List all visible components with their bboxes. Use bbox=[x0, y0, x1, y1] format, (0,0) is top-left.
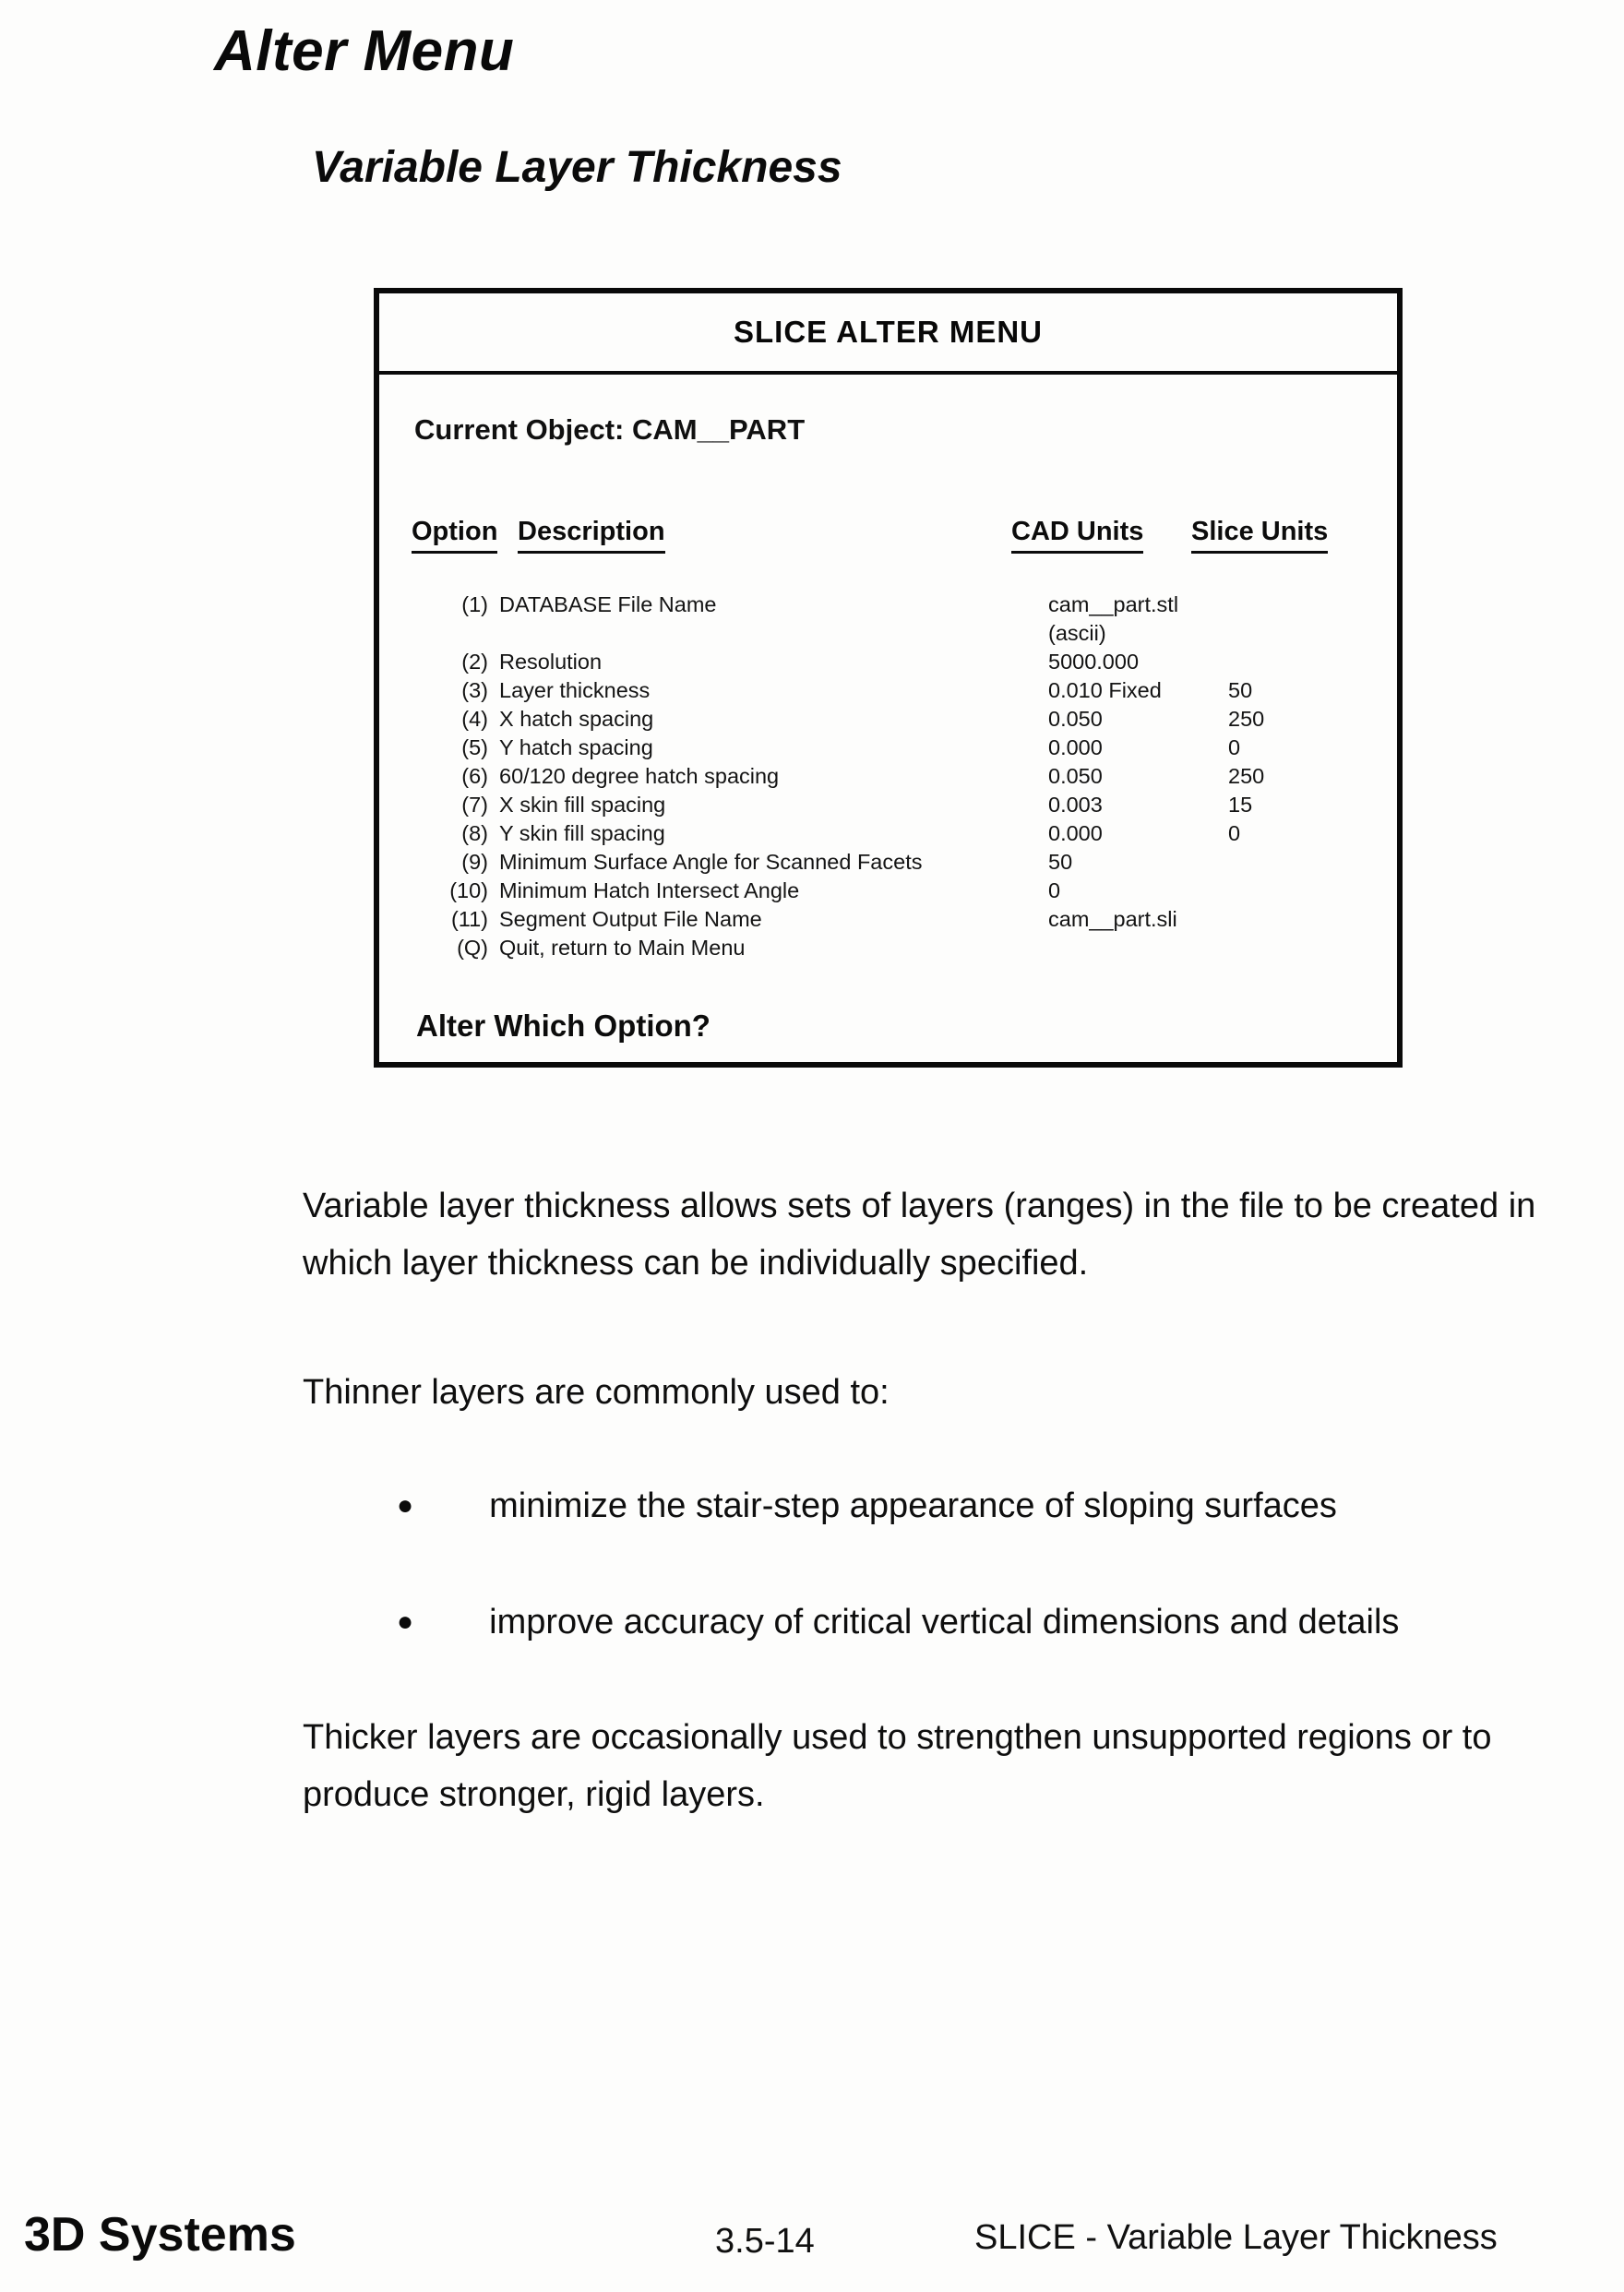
body-paragraph-1: Variable layer thickness allows sets of layers (ranges) in the file to be created in which layer thickness can be individually specified. bbox=[303, 1187, 1536, 1283]
option-key: (4) bbox=[461, 707, 488, 731]
page-title: Alter Menu bbox=[214, 19, 515, 83]
option-key: (Q) bbox=[457, 936, 488, 960]
alter-prompt: Alter Which Option? bbox=[416, 1009, 710, 1043]
menu-option-row bbox=[379, 905, 1397, 934]
terminal-title: SLICE ALTER MENU bbox=[379, 293, 1397, 375]
option-slice-value: 50 bbox=[1228, 678, 1253, 702]
option-description: Segment Output File Name bbox=[499, 907, 762, 931]
option-key: (6) bbox=[461, 764, 488, 788]
menu-option-row bbox=[379, 648, 1397, 676]
section-title: Variable Layer Thickness bbox=[312, 143, 842, 192]
bullet-text: minimize the stair-step appearance of sloping surfaces bbox=[489, 1486, 1337, 1525]
option-slice-value: 250 bbox=[1228, 764, 1265, 788]
menu-option-row bbox=[379, 848, 1397, 877]
option-description: Resolution bbox=[499, 650, 603, 674]
option-cad-value: 0.000 bbox=[1048, 735, 1103, 759]
column-header-description: Description bbox=[518, 517, 665, 554]
menu-option-row bbox=[379, 591, 1397, 648]
body-paragraph-3: Thicker layers are occasionally used to strengthen unsupported regions or to produce stronger, rigid layers. bbox=[303, 1718, 1492, 1814]
option-slice-value bbox=[1228, 934, 1397, 962]
option-cad-value: 50 bbox=[1048, 850, 1073, 874]
option-key: (9) bbox=[461, 850, 488, 874]
option-cad-value: 0.050 bbox=[1048, 764, 1103, 788]
option-cad-value: 5000.000 bbox=[1048, 650, 1140, 674]
menu-option-row bbox=[379, 819, 1397, 848]
column-header-slice-units: Slice Units bbox=[1191, 517, 1328, 554]
column-header-row bbox=[379, 517, 1397, 554]
option-key: (7) bbox=[461, 793, 488, 817]
option-description: DATABASE File Name bbox=[499, 592, 717, 616]
current-object-label: Current Object: CAM__PART bbox=[414, 413, 806, 446]
menu-option-row bbox=[379, 676, 1397, 705]
option-cad-value: 0.003 bbox=[1048, 793, 1103, 817]
bullet-icon: ● bbox=[397, 1490, 414, 1521]
option-cad-value: cam__part.sli bbox=[1048, 907, 1177, 931]
bullet-item bbox=[397, 1598, 1578, 1646]
menu-option-row bbox=[379, 762, 1397, 791]
option-slice-value: 0 bbox=[1228, 821, 1241, 845]
option-key: (11) bbox=[450, 907, 488, 931]
option-slice-value: 15 bbox=[1228, 793, 1253, 817]
option-slice-value: 0 bbox=[1228, 735, 1241, 759]
option-description: X skin fill spacing bbox=[499, 793, 666, 817]
option-description: Quit, return to Main Menu bbox=[499, 936, 746, 960]
bullet-icon: ● bbox=[397, 1606, 414, 1637]
option-key: (3) bbox=[461, 678, 488, 702]
option-key: (10) bbox=[449, 878, 488, 902]
menu-option-row bbox=[379, 734, 1397, 762]
menu-option-row bbox=[379, 877, 1397, 905]
column-header-cad-units: CAD Units bbox=[1011, 517, 1143, 554]
option-slice-value: 250 bbox=[1228, 707, 1265, 731]
option-description: 60/120 degree hatch spacing bbox=[499, 764, 780, 788]
menu-option-row bbox=[379, 934, 1397, 962]
option-description: Minimum Surface Angle for Scanned Facets bbox=[499, 850, 923, 874]
option-cad-value: 0.050 bbox=[1048, 707, 1103, 731]
option-description: Layer thickness bbox=[499, 678, 651, 702]
option-key: (8) bbox=[461, 821, 488, 845]
option-slice-value bbox=[1228, 648, 1397, 676]
page-number: 3.5-14 bbox=[715, 2222, 815, 2261]
footer-doc-title: SLICE - Variable Layer Thickness bbox=[974, 2218, 1498, 2257]
column-header-option: Option bbox=[412, 517, 497, 554]
option-description: Minimum Hatch Intersect Angle bbox=[499, 878, 800, 902]
option-cad-value: 0.000 bbox=[1048, 821, 1103, 845]
menu-option-row bbox=[379, 791, 1397, 819]
bullet-item bbox=[397, 1482, 1578, 1530]
option-slice-value bbox=[1228, 877, 1397, 905]
option-key: (1) bbox=[461, 592, 488, 616]
option-cad-value: 0.010 Fixed bbox=[1048, 678, 1162, 702]
option-description: Y hatch spacing bbox=[499, 735, 653, 759]
option-cad-value bbox=[1048, 934, 1228, 962]
bullet-text: improve accuracy of critical vertical dimensions and details bbox=[489, 1603, 1400, 1641]
option-slice-value bbox=[1228, 591, 1397, 648]
option-description: Y skin fill spacing bbox=[499, 821, 665, 845]
body-paragraph-2: Thinner layers are commonly used to: bbox=[303, 1373, 890, 1412]
menu-option-row bbox=[379, 705, 1397, 734]
option-slice-value bbox=[1228, 905, 1397, 934]
option-slice-value bbox=[1228, 848, 1397, 877]
option-cad-value: 0 bbox=[1048, 878, 1061, 902]
option-cad-value: cam__part.stl (ascii) bbox=[1048, 592, 1179, 645]
brand-logo-text: 3D Systems bbox=[24, 2208, 296, 2262]
menu-option-list bbox=[379, 591, 1397, 962]
slice-alter-menu-screen bbox=[374, 288, 1403, 1068]
option-key: (2) bbox=[461, 650, 488, 674]
option-description: X hatch spacing bbox=[499, 707, 654, 731]
option-key: (5) bbox=[461, 735, 488, 759]
